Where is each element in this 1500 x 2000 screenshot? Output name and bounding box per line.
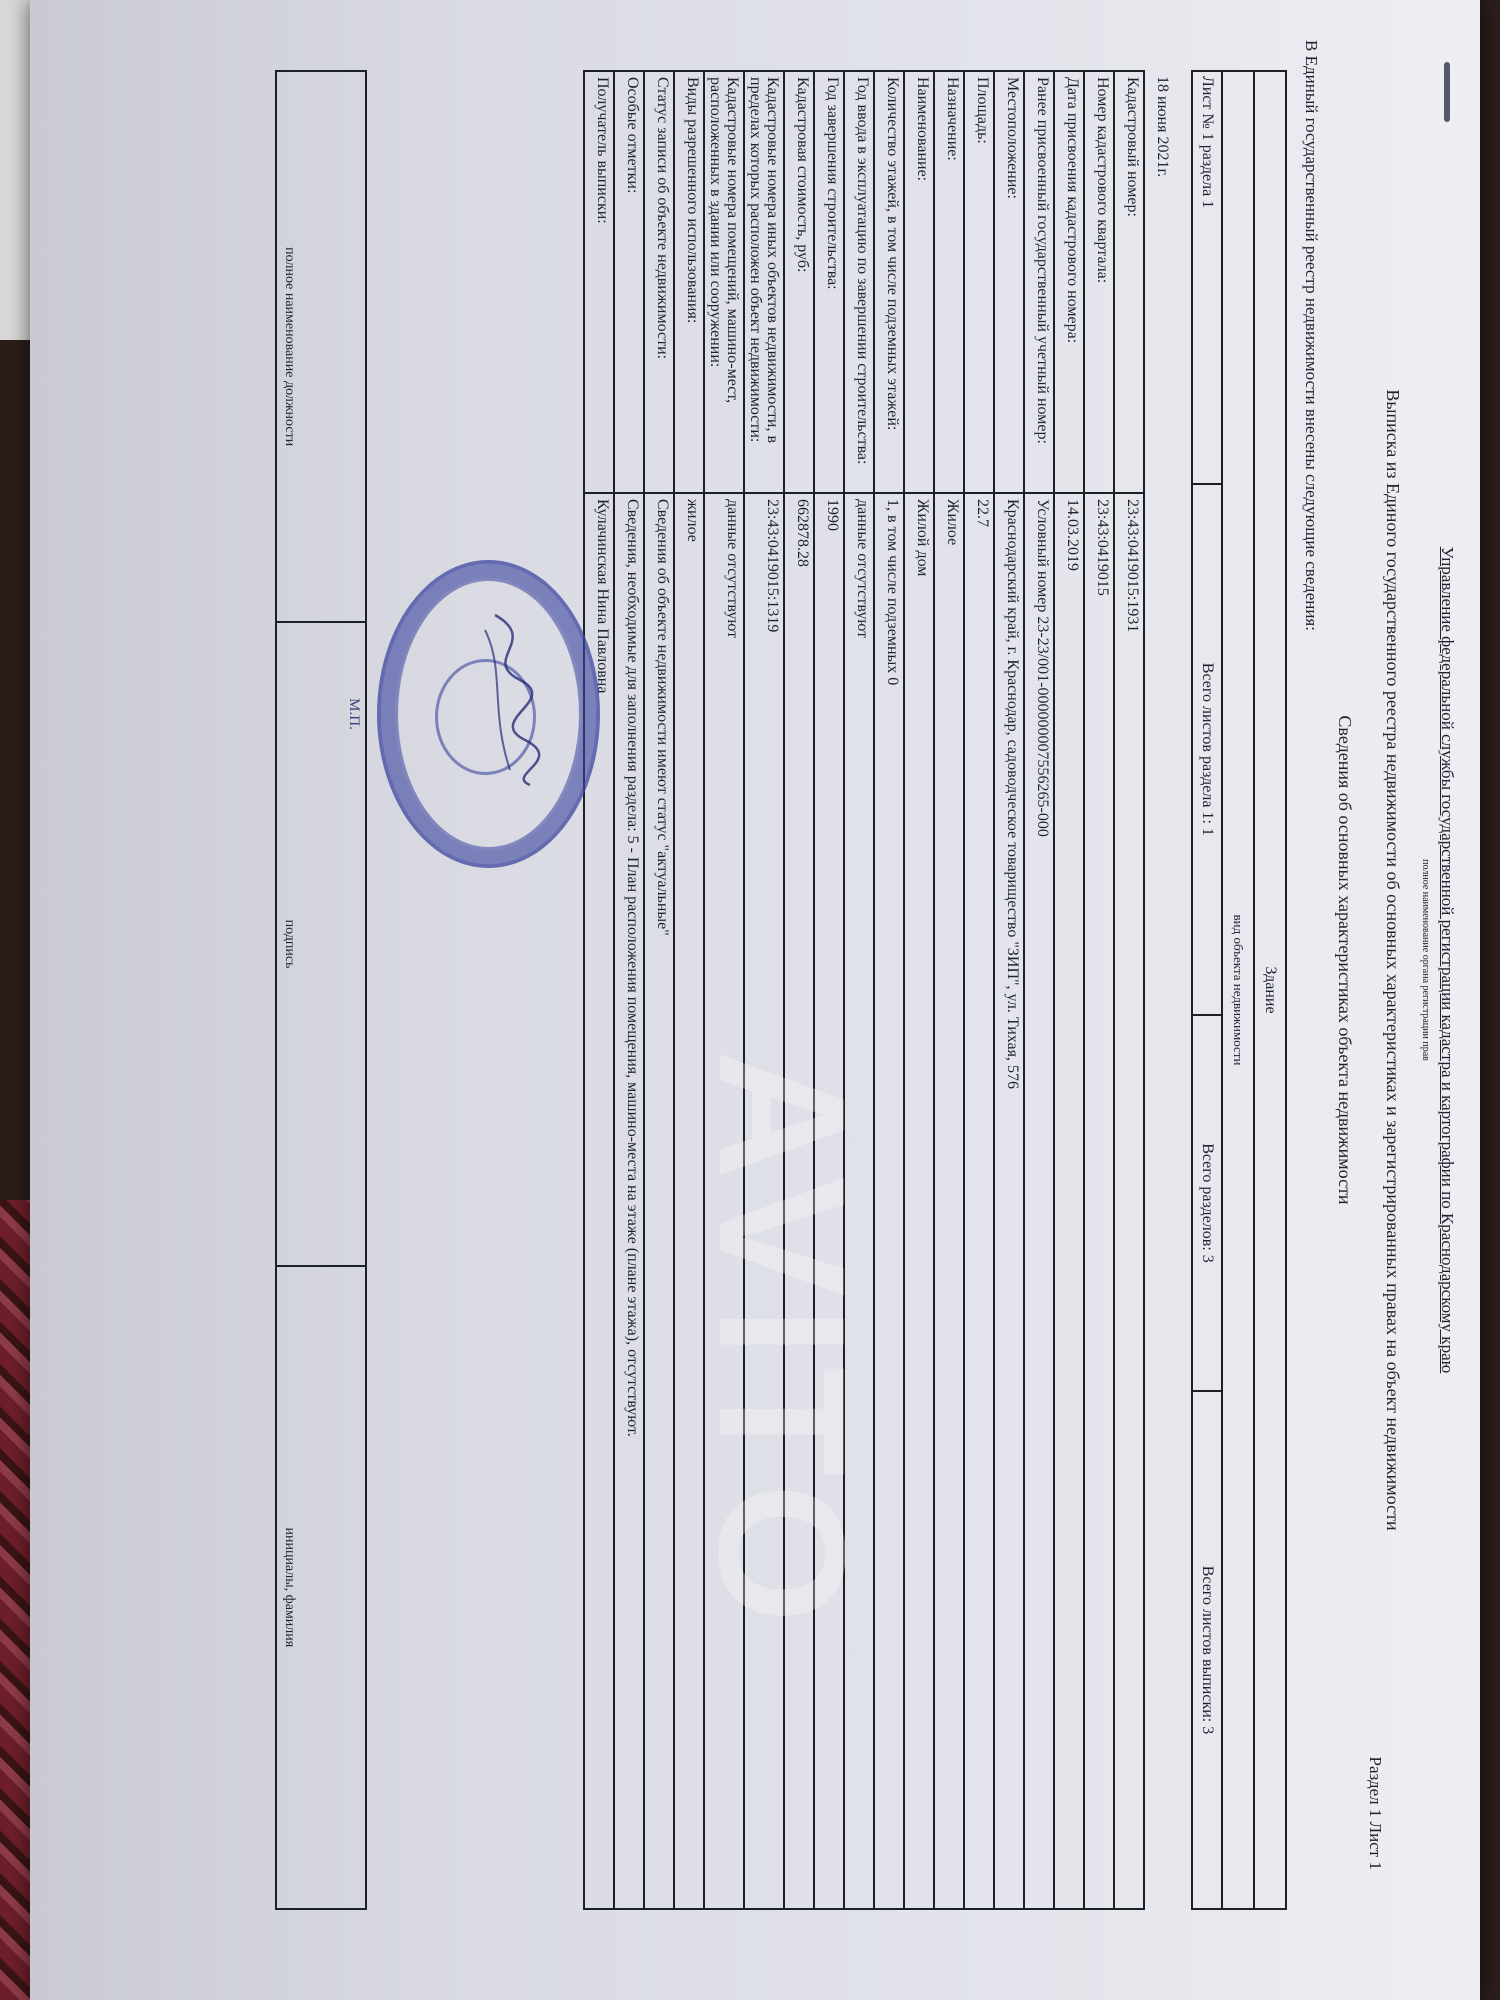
sheets-in-section: Всего листов раздела 1: 1: [1192, 484, 1222, 1015]
field-value: 23:43:0419015: [1084, 493, 1114, 1909]
total-sections: Всего разделов: 3: [1192, 1015, 1222, 1391]
field-label: Площадь:: [964, 71, 994, 493]
field-label: Виды разрешенного использования:: [674, 71, 704, 493]
field-row: [964, 71, 994, 1909]
total-sheets: Всего листов выписки: 3: [1192, 1391, 1222, 1909]
stamp-mark: М.П.: [346, 698, 362, 730]
field-value: 23:43:0419015:1931: [1114, 493, 1144, 1909]
handwritten-signature: [475, 610, 545, 790]
field-value: Сведения, необходимые для заполнения раздела: 5 - План расположения помещения, машино-места на этаже (плане этажа), отсутствуют.: [614, 493, 644, 1909]
field-row: [904, 71, 934, 1909]
field-row: [934, 71, 964, 1909]
field-label: Дата присвоения кадастрового номера:: [1054, 71, 1084, 493]
field-row: [1114, 71, 1144, 1909]
field-label: Местоположение:: [994, 71, 1024, 493]
document-title: Выписка из Единого государственного реестра недвижимости об основных характеристиках и зарегистрированных правах на объект недвижимости: [1383, 389, 1403, 1531]
field-value: Сведения об объекте недвижимости имеют статус "актуальные": [644, 493, 674, 1909]
field-row: [1024, 71, 1054, 1909]
field-value: Краснодарский край, г. Краснодар, садоводческое товарищество "ЗИП", ул. Тихая, 576: [994, 493, 1024, 1909]
field-row: [1054, 71, 1084, 1909]
field-value: 662878.28: [784, 493, 814, 1909]
object-header-table: [1191, 70, 1287, 1910]
sheet-number: Лист № 1 раздела 1: [1192, 71, 1222, 484]
field-value: Жилое: [934, 493, 964, 1909]
field-label: Кадастровая стоимость, руб:: [784, 71, 814, 493]
field-label: Ранее присвоенный государственный учетный номер:: [1024, 71, 1054, 493]
field-label: Количество этажей, в том числе подземных этажей:: [874, 71, 904, 493]
field-value: 14.03.2019: [1054, 493, 1084, 1909]
field-value: Жилой дом: [904, 493, 934, 1909]
field-value: 1, в том числе подземных 0: [874, 493, 904, 1909]
field-value: 22.7: [964, 493, 994, 1909]
object-type: Здание: [1254, 71, 1286, 1909]
document-date: 18 июня 2021г.: [1154, 76, 1171, 178]
organization-caption: полное наименование органа регистрации прав: [1420, 859, 1431, 1061]
field-value: 1990: [814, 493, 844, 1909]
field-label: Получатель выписки:: [584, 71, 614, 493]
field-label: Назначение:: [934, 71, 964, 493]
field-row: [614, 71, 644, 1909]
field-label: Номер кадастрового квартала:: [1084, 71, 1114, 493]
field-row: [644, 71, 674, 1909]
field-value: данные отсутствуют: [704, 493, 744, 1909]
rotated-page: [85, 0, 1500, 1920]
field-value: жилое: [674, 493, 704, 1909]
section-title: Сведения об основных характеристиках объекта недвижимости: [1335, 715, 1355, 1205]
field-label: Статус записи об объекте недвижимости:: [644, 71, 674, 493]
avito-watermark: AVITO: [681, 1050, 882, 1634]
field-value: Кулачинская Нина Павловна: [584, 493, 614, 1909]
field-label: Год ввода в эксплуатацию по завершении строительства:: [844, 71, 874, 493]
section-label: Раздел 1 Лист 1: [1366, 1756, 1385, 1870]
field-value: данные отсутствуют: [844, 493, 874, 1909]
field-value: Условный номер 23-23/001-000000007556265-000: [1024, 493, 1054, 1909]
document-sheet: [30, 0, 1480, 2000]
field-row: [1084, 71, 1114, 1909]
organization-name: Управление федеральной службы государственной регистрации кадастра и картографии по Краснодарскому краю: [1438, 546, 1457, 1374]
field-label: Кадастровые номера помещений, машино-мест, расположенных в здании или сооружении:: [704, 71, 744, 493]
field-label: Год завершения строительства:: [814, 71, 844, 493]
field-label: Кадастровый номер:: [1114, 71, 1144, 493]
signature-table: [275, 70, 367, 1910]
field-value: 23:43:0419015:1319: [744, 493, 784, 1909]
field-label: Кадастровые номера иных объектов недвижимости, в пределах которых расположен объект недвижимости:: [744, 71, 784, 493]
intro-text: В Единый государственный реестр недвижимости внесены следующие сведения:: [1302, 40, 1321, 631]
field-label: Наименование:: [904, 71, 934, 493]
signature-caption: подпись: [276, 622, 366, 1265]
field-row: [584, 71, 614, 1909]
characteristics-table: [583, 70, 1175, 1910]
position-caption: полное наименование должности: [276, 71, 366, 622]
object-type-caption: вид объекта недвижимости: [1222, 71, 1254, 1909]
field-row: [994, 71, 1024, 1909]
name-caption: инициалы, фамилия: [276, 1266, 366, 1909]
field-label: Особые отметки:: [614, 71, 644, 493]
